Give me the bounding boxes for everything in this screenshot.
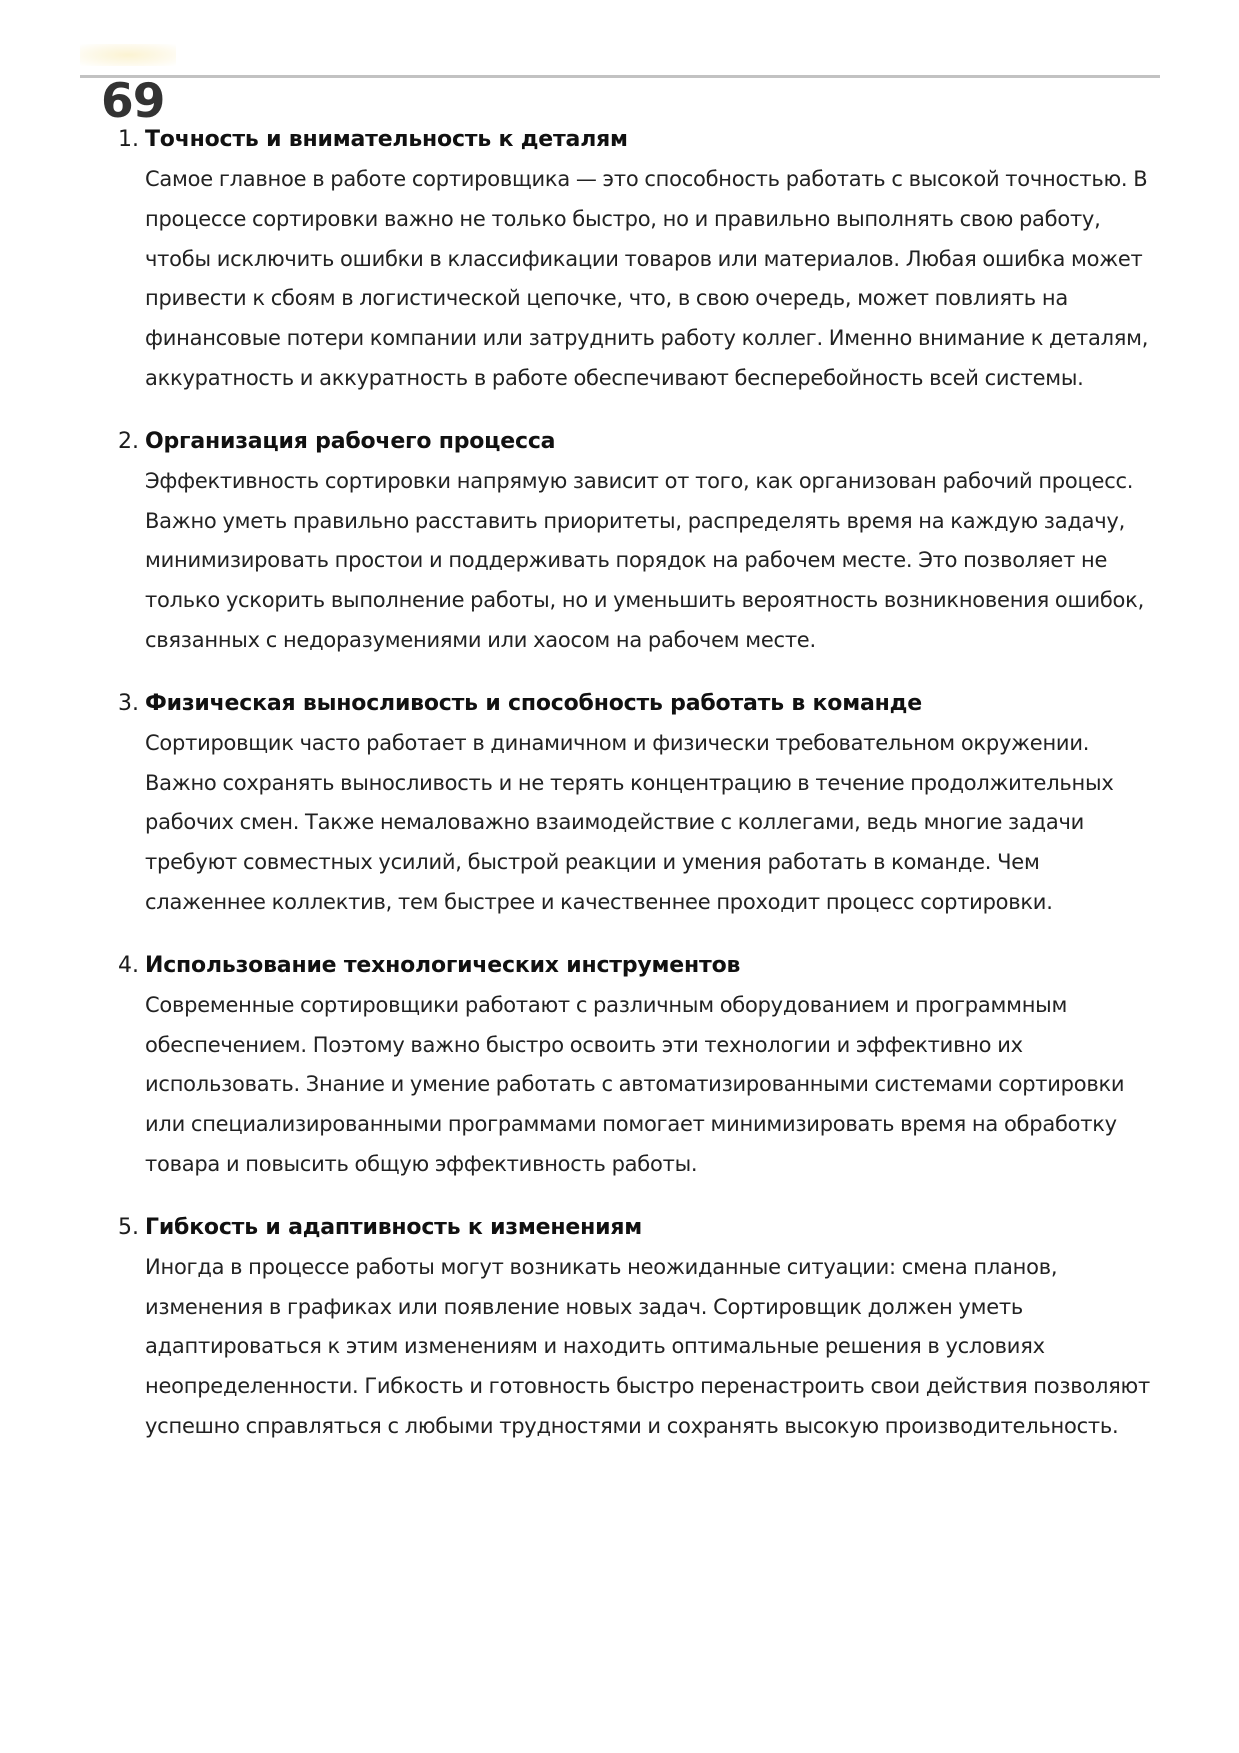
item-number: 4. xyxy=(118,952,139,978)
item-title: Физическая выносливость и способность работать в команде xyxy=(145,690,922,716)
item-body: Современные сортировщики работают с различным оборудованием и программным обеспечением. Поэтому важно быстро освоить эти технологии и эффективно их использовать. Знание и умение работать с автоматизированными системами сортировки или специализированными программами помогает минимизировать время на обработку товара и повысить общую эффективность работы. xyxy=(145,992,1125,1176)
item-title: Точность и внимательность к деталям xyxy=(145,127,628,152)
list-content xyxy=(118,120,1155,1470)
list-item-3 xyxy=(118,684,1155,923)
page-number-highlight xyxy=(80,44,176,66)
item-number: 5. xyxy=(118,1214,139,1240)
page-number: 69 xyxy=(101,74,165,129)
item-title: Использование технологических инструментов xyxy=(145,952,741,978)
list-item-5 xyxy=(118,1208,1155,1447)
header-rule xyxy=(80,75,1160,78)
item-number: 3. xyxy=(118,690,139,716)
list-item-2 xyxy=(118,422,1155,661)
item-body: Эффективность сортировки напрямую зависит от того, как организован рабочий процесс. Важно уметь правильно расставить приоритеты, распределять время на каждую задачу, минимизировать простои и поддерживать порядок на рабочем месте. Это позволяет не только ускорить выполнение работы, но и уменьшить вероятность возникновения ошибок, связанных с недоразумениями или хаосом на рабочем месте. xyxy=(145,468,1145,652)
item-body: Сортировщик часто работает в динамичном и физически требовательном окружении. Важно сохранять выносливость и не терять концентрацию в течение продолжительных рабочих смен. Также немаловажно взаимодействие с коллегами, ведь многие задачи требуют совместных усилий, быстрой реакции и умения работать в команде. Чем слаженнее коллектив, тем быстрее и качественнее проходит процесс сортировки. xyxy=(145,730,1114,914)
item-title: Гибкость и адаптивность к изменениям xyxy=(145,1214,643,1240)
item-body: Иногда в процессе работы могут возникать неожиданные ситуации: смена планов, изменения в графиках или появление новых задач. Сортировщик должен уметь адаптироваться к этим изменениям и находить оптимальные решения в условиях неопределенности. Гибкость и готовность быстро перенастроить свои действия позволяют успешно справляться с любыми трудностями и сохранять высокую производительность. xyxy=(145,1254,1150,1438)
list-item-1 xyxy=(118,120,1155,399)
item-number: 1. xyxy=(118,127,139,152)
item-number: 2. xyxy=(118,428,139,454)
item-title: Организация рабочего процесса xyxy=(145,428,556,454)
list-item-4 xyxy=(118,946,1155,1185)
item-body: Самое главное в работе сортировщика — это способность работать с высокой точностью. В процессе сортировки важно не только быстро, но и правильно выполнять свою работу, чтобы исключить ошибки в классификации товаров или материалов. Любая ошибка может привести к сбоям в логистической цепочке, что, в свою очередь, может повлиять на финансовые потери компании или затруднить работу коллег. Именно внимание к деталям, аккуратность и аккуратность в работе обеспечивают бесперебойность всей системы. xyxy=(145,167,1149,390)
